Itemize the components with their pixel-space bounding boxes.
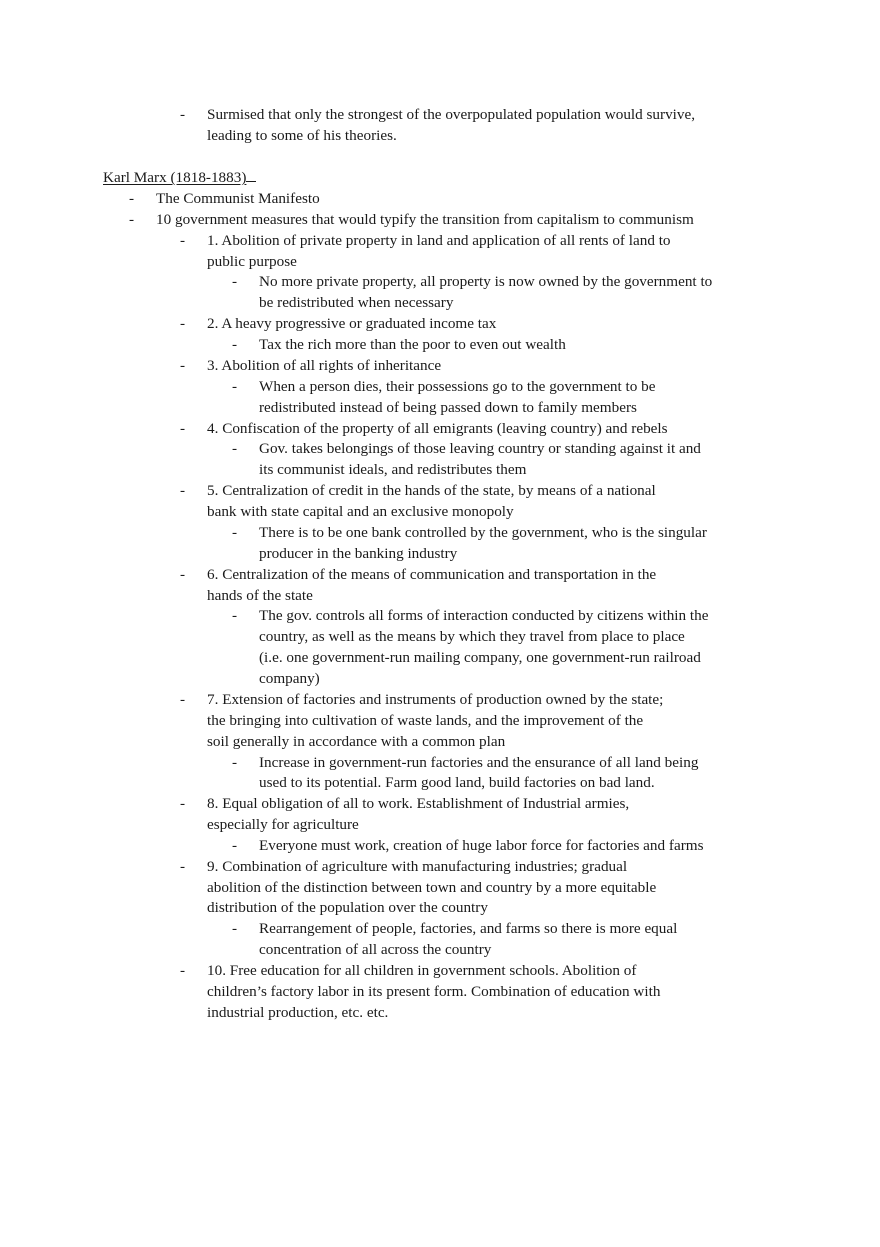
bullet-dash: - [180, 858, 186, 875]
measure-7-line-1: 7. Extension of factories and instruments of production owned by the state; [207, 691, 664, 708]
bullet-dash: - [180, 357, 186, 374]
measure-6-note-3: (i.e. one government-run mailing company, one government-run railroad [259, 649, 701, 666]
measure-5-line-1: 5. Centralization of credit in the hands of the state, by means of a national [207, 482, 656, 499]
intro-line-2: leading to some of his theories. [207, 127, 397, 144]
bullet-dash: - [129, 211, 135, 228]
bullet-dash: - [232, 837, 238, 854]
bullet-dash: - [180, 795, 186, 812]
measure-6-line-2: hands of the state [207, 587, 313, 604]
measure-8-line-2: especially for agriculture [207, 816, 359, 833]
measure-9-line-2: abolition of the distinction between town and country by a more equitable [207, 879, 657, 896]
manifesto-item: The Communist Manifesto [156, 190, 320, 207]
measure-7-line-3: soil generally in accordance with a common plan [207, 733, 506, 750]
measure-6-note-2: country, as well as the means by which they travel from place to place [259, 628, 685, 645]
measure-1-line-1: 1. Abolition of private property in land and application of all rents of land to [207, 232, 671, 249]
measure-3-note-2: redistributed instead of being passed down to family members [259, 399, 637, 416]
measure-8-note-1: Everyone must work, creation of huge labor force for factories and farms [259, 837, 704, 854]
intro-line-1: Surmised that only the strongest of the overpopulated population would survive, [207, 106, 696, 123]
section-heading: Karl Marx (1818-1883) [103, 167, 256, 188]
measure-5-note-2: producer in the banking industry [259, 545, 458, 562]
measure-10-line-1: 10. Free education for all children in government schools. Abolition of [207, 962, 637, 979]
measure-5-line-2: bank with state capital and an exclusive monopoly [207, 503, 514, 520]
measure-1-note-1: No more private property, all property is now owned by the government to [259, 273, 713, 290]
measure-6-line-1: 6. Centralization of the means of communication and transportation in the [207, 566, 657, 583]
measure-5-note-1: There is to be one bank controlled by the government, who is the singular [259, 524, 707, 541]
measure-1-note-2: be redistributed when necessary [259, 294, 454, 311]
bullet-dash: - [180, 566, 186, 583]
measure-9-note-2: concentration of all across the country [259, 941, 492, 958]
measures-item: 10 government measures that would typify the transition from capitalism to communism [156, 211, 694, 228]
bullet-dash: - [180, 962, 186, 979]
measure-9-line-3: distribution of the population over the country [207, 899, 488, 916]
bullet-dash: - [180, 420, 186, 437]
measure-7-line-2: the bringing into cultivation of waste lands, and the improvement of the [207, 712, 644, 729]
measure-10-line-2: children’s factory labor in its present form. Combination of education with [207, 983, 661, 1000]
bullet-dash: - [180, 691, 186, 708]
bullet-dash: - [232, 378, 238, 395]
measure-2-note-1: Tax the rich more than the poor to even out wealth [259, 336, 566, 353]
measure-1-line-2: public purpose [207, 253, 297, 270]
bullet-dash: - [180, 232, 186, 249]
bullet-dash: - [232, 440, 238, 457]
measure-4-note-2: its communist ideals, and redistributes them [259, 461, 527, 478]
measure-9-note-1: Rearrangement of people, factories, and farms so there is more equal [259, 920, 678, 937]
bullet-dash: - [129, 190, 135, 207]
bullet-dash: - [232, 920, 238, 937]
bullet-dash: - [232, 524, 238, 541]
measure-3-note-1: When a person dies, their possessions go to the government to be [259, 378, 656, 395]
measure-4-line-1: 4. Confiscation of the property of all emigrants (leaving country) and rebels [207, 420, 668, 437]
measure-10-line-3: industrial production, etc. etc. [207, 1004, 389, 1021]
measure-8-line-1: 8. Equal obligation of all to work. Establishment of Industrial armies, [207, 795, 630, 812]
measure-6-note-1: The gov. controls all forms of interaction conducted by citizens within the [259, 607, 709, 624]
measure-9-line-1: 9. Combination of agriculture with manufacturing industries; gradual [207, 858, 628, 875]
measure-4-note-1: Gov. takes belongings of those leaving country or standing against it and [259, 440, 701, 457]
bullet-dash: - [232, 273, 238, 290]
measure-6-note-4: company) [259, 670, 320, 687]
measure-7-note-2: used to its potential. Farm good land, build factories on bad land. [259, 774, 655, 791]
bullet-dash: - [232, 607, 238, 624]
measure-2-line-1: 2. A heavy progressive or graduated income tax [207, 315, 497, 332]
measure-3-line-1: 3. Abolition of all rights of inheritance [207, 357, 442, 374]
bullet-dash: - [232, 754, 238, 771]
measure-7-note-1: Increase in government-run factories and the ensurance of all land being [259, 754, 699, 771]
bullet-dash: - [180, 482, 186, 499]
bullet-dash: - [180, 315, 186, 332]
bullet-dash: - [180, 106, 186, 123]
bullet-dash: - [232, 336, 238, 353]
